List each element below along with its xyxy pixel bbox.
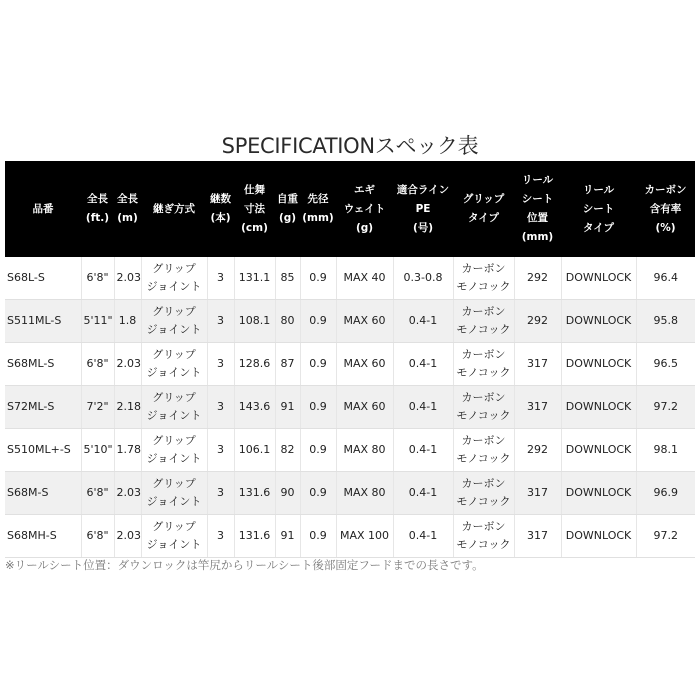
table-cell: 91 xyxy=(275,515,300,558)
table-cell: グリップ ジョイント xyxy=(141,300,207,343)
table-cell: 106.1 xyxy=(234,429,275,472)
header-cell: グリップ タイプ xyxy=(453,161,514,257)
table-cell: MAX 60 xyxy=(336,343,393,386)
table-cell: 3 xyxy=(207,472,234,515)
table-cell: 6'8" xyxy=(81,257,114,300)
table-cell: MAX 60 xyxy=(336,386,393,429)
table-cell: MAX 80 xyxy=(336,472,393,515)
table-cell: カーボン モノコック xyxy=(453,386,514,429)
table-cell: 2.03 xyxy=(114,343,141,386)
table-row xyxy=(5,300,695,343)
table-cell: S68L-S xyxy=(5,257,81,300)
header-cell: リール シート 位置 (mm) xyxy=(514,161,561,257)
table-cell: 2.03 xyxy=(114,515,141,558)
table-cell: 292 xyxy=(514,300,561,343)
table-cell: 3 xyxy=(207,300,234,343)
table-cell: DOWNLOCK xyxy=(561,300,636,343)
table-cell: 98.1 xyxy=(636,429,695,472)
table-cell: 0.4-1 xyxy=(393,429,453,472)
spec-title: SPECIFICATIONスペック表 xyxy=(221,134,479,158)
table-cell: MAX 40 xyxy=(336,257,393,300)
table-cell: 91 xyxy=(275,386,300,429)
header-cell: エギ ウェイト (g) xyxy=(336,161,393,257)
table-cell: 3 xyxy=(207,343,234,386)
table-cell: S510ML+-S xyxy=(5,429,81,472)
table-cell: 0.9 xyxy=(300,515,336,558)
table-cell: グリップ ジョイント xyxy=(141,429,207,472)
table-cell: 131.6 xyxy=(234,472,275,515)
table-cell: DOWNLOCK xyxy=(561,472,636,515)
table-cell: 317 xyxy=(514,515,561,558)
table-cell: 1.8 xyxy=(114,300,141,343)
table-cell: 0.9 xyxy=(300,386,336,429)
table-cell: 90 xyxy=(275,472,300,515)
table-cell: 2.03 xyxy=(114,472,141,515)
table-cell: 0.9 xyxy=(300,257,336,300)
table-cell: S68MH-S xyxy=(5,515,81,558)
table-cell: DOWNLOCK xyxy=(561,429,636,472)
table-cell: 95.8 xyxy=(636,300,695,343)
footnote: ※リールシート位置：ダウンロックは竿尻からリールシート後部固定フードまでの長さです。 xyxy=(5,558,484,572)
table-cell: 2.18 xyxy=(114,386,141,429)
header-cell: 自重 (g) xyxy=(275,161,300,257)
table-cell: 0.4-1 xyxy=(393,472,453,515)
table-cell: カーボン モノコック xyxy=(453,257,514,300)
header-cell: 品番 xyxy=(5,161,81,257)
table-cell: DOWNLOCK xyxy=(561,515,636,558)
table-cell: 143.6 xyxy=(234,386,275,429)
table-cell: 3 xyxy=(207,429,234,472)
spec-table xyxy=(5,161,695,558)
header-cell: 全長 (m) xyxy=(114,161,141,257)
table-cell: カーボン モノコック xyxy=(453,472,514,515)
header-cell: 継ぎ方式 xyxy=(141,161,207,257)
table-cell: 97.2 xyxy=(636,515,695,558)
table-cell: 0.4-1 xyxy=(393,343,453,386)
table-cell: グリップ ジョイント xyxy=(141,343,207,386)
table-cell: 1.78 xyxy=(114,429,141,472)
table-cell: 128.6 xyxy=(234,343,275,386)
table-cell: カーボン モノコック xyxy=(453,300,514,343)
table-cell: グリップ ジョイント xyxy=(141,472,207,515)
header-cell: 仕舞 寸法 (cm) xyxy=(234,161,275,257)
table-cell: 317 xyxy=(514,343,561,386)
header-cell: リール シート タイプ xyxy=(561,161,636,257)
header-cell: 全長 (ft.) xyxy=(81,161,114,257)
table-cell: 0.4-1 xyxy=(393,386,453,429)
table-cell: 131.6 xyxy=(234,515,275,558)
table-cell: 131.1 xyxy=(234,257,275,300)
table-cell: 0.9 xyxy=(300,472,336,515)
table-cell: 97.2 xyxy=(636,386,695,429)
header-cell: 適合ライン PE (号) xyxy=(393,161,453,257)
table-cell: 317 xyxy=(514,472,561,515)
table-cell: 6'8" xyxy=(81,343,114,386)
table-cell: 0.4-1 xyxy=(393,515,453,558)
header-row xyxy=(5,161,695,257)
table-cell: 108.1 xyxy=(234,300,275,343)
table-cell: 3 xyxy=(207,515,234,558)
table-cell: グリップ ジョイント xyxy=(141,515,207,558)
table-row xyxy=(5,257,695,300)
table-cell: 3 xyxy=(207,386,234,429)
header-cell: 先径 (mm) xyxy=(300,161,336,257)
table-cell: 0.4-1 xyxy=(393,300,453,343)
header-cell: 継数 (本) xyxy=(207,161,234,257)
table-cell: 96.9 xyxy=(636,472,695,515)
table-cell: 317 xyxy=(514,386,561,429)
table-cell: S511ML-S xyxy=(5,300,81,343)
table-cell: カーボン モノコック xyxy=(453,515,514,558)
table-cell: S72ML-S xyxy=(5,386,81,429)
table-cell: 87 xyxy=(275,343,300,386)
table-cell: DOWNLOCK xyxy=(561,343,636,386)
table-row xyxy=(5,515,695,558)
table-row xyxy=(5,429,695,472)
table-cell: 96.4 xyxy=(636,257,695,300)
table-cell: 7'2" xyxy=(81,386,114,429)
table-cell: DOWNLOCK xyxy=(561,386,636,429)
table-cell: 96.5 xyxy=(636,343,695,386)
table-cell: 6'8" xyxy=(81,515,114,558)
table-cell: 2.03 xyxy=(114,257,141,300)
spec-table-body xyxy=(5,257,695,558)
table-cell: 292 xyxy=(514,257,561,300)
table-cell: 292 xyxy=(514,429,561,472)
table-cell: 5'10" xyxy=(81,429,114,472)
table-cell: 82 xyxy=(275,429,300,472)
table-cell: DOWNLOCK xyxy=(561,257,636,300)
table-cell: 0.9 xyxy=(300,429,336,472)
table-cell: 3 xyxy=(207,257,234,300)
table-cell: 0.9 xyxy=(300,300,336,343)
table-row xyxy=(5,343,695,386)
table-cell: 0.3-0.8 xyxy=(393,257,453,300)
table-cell: S68M-S xyxy=(5,472,81,515)
table-cell: 80 xyxy=(275,300,300,343)
table-cell: 0.9 xyxy=(300,343,336,386)
table-cell: グリップ ジョイント xyxy=(141,386,207,429)
table-cell: MAX 80 xyxy=(336,429,393,472)
header-cell: カーボン 含有率 (%) xyxy=(636,161,695,257)
table-cell: 6'8" xyxy=(81,472,114,515)
table-cell: 5'11" xyxy=(81,300,114,343)
table-row xyxy=(5,386,695,429)
table-row xyxy=(5,472,695,515)
table-cell: S68ML-S xyxy=(5,343,81,386)
table-cell: MAX 100 xyxy=(336,515,393,558)
table-cell: カーボン モノコック xyxy=(453,429,514,472)
table-cell: 85 xyxy=(275,257,300,300)
table-cell: グリップ ジョイント xyxy=(141,257,207,300)
table-cell: カーボン モノコック xyxy=(453,343,514,386)
table-cell: MAX 60 xyxy=(336,300,393,343)
